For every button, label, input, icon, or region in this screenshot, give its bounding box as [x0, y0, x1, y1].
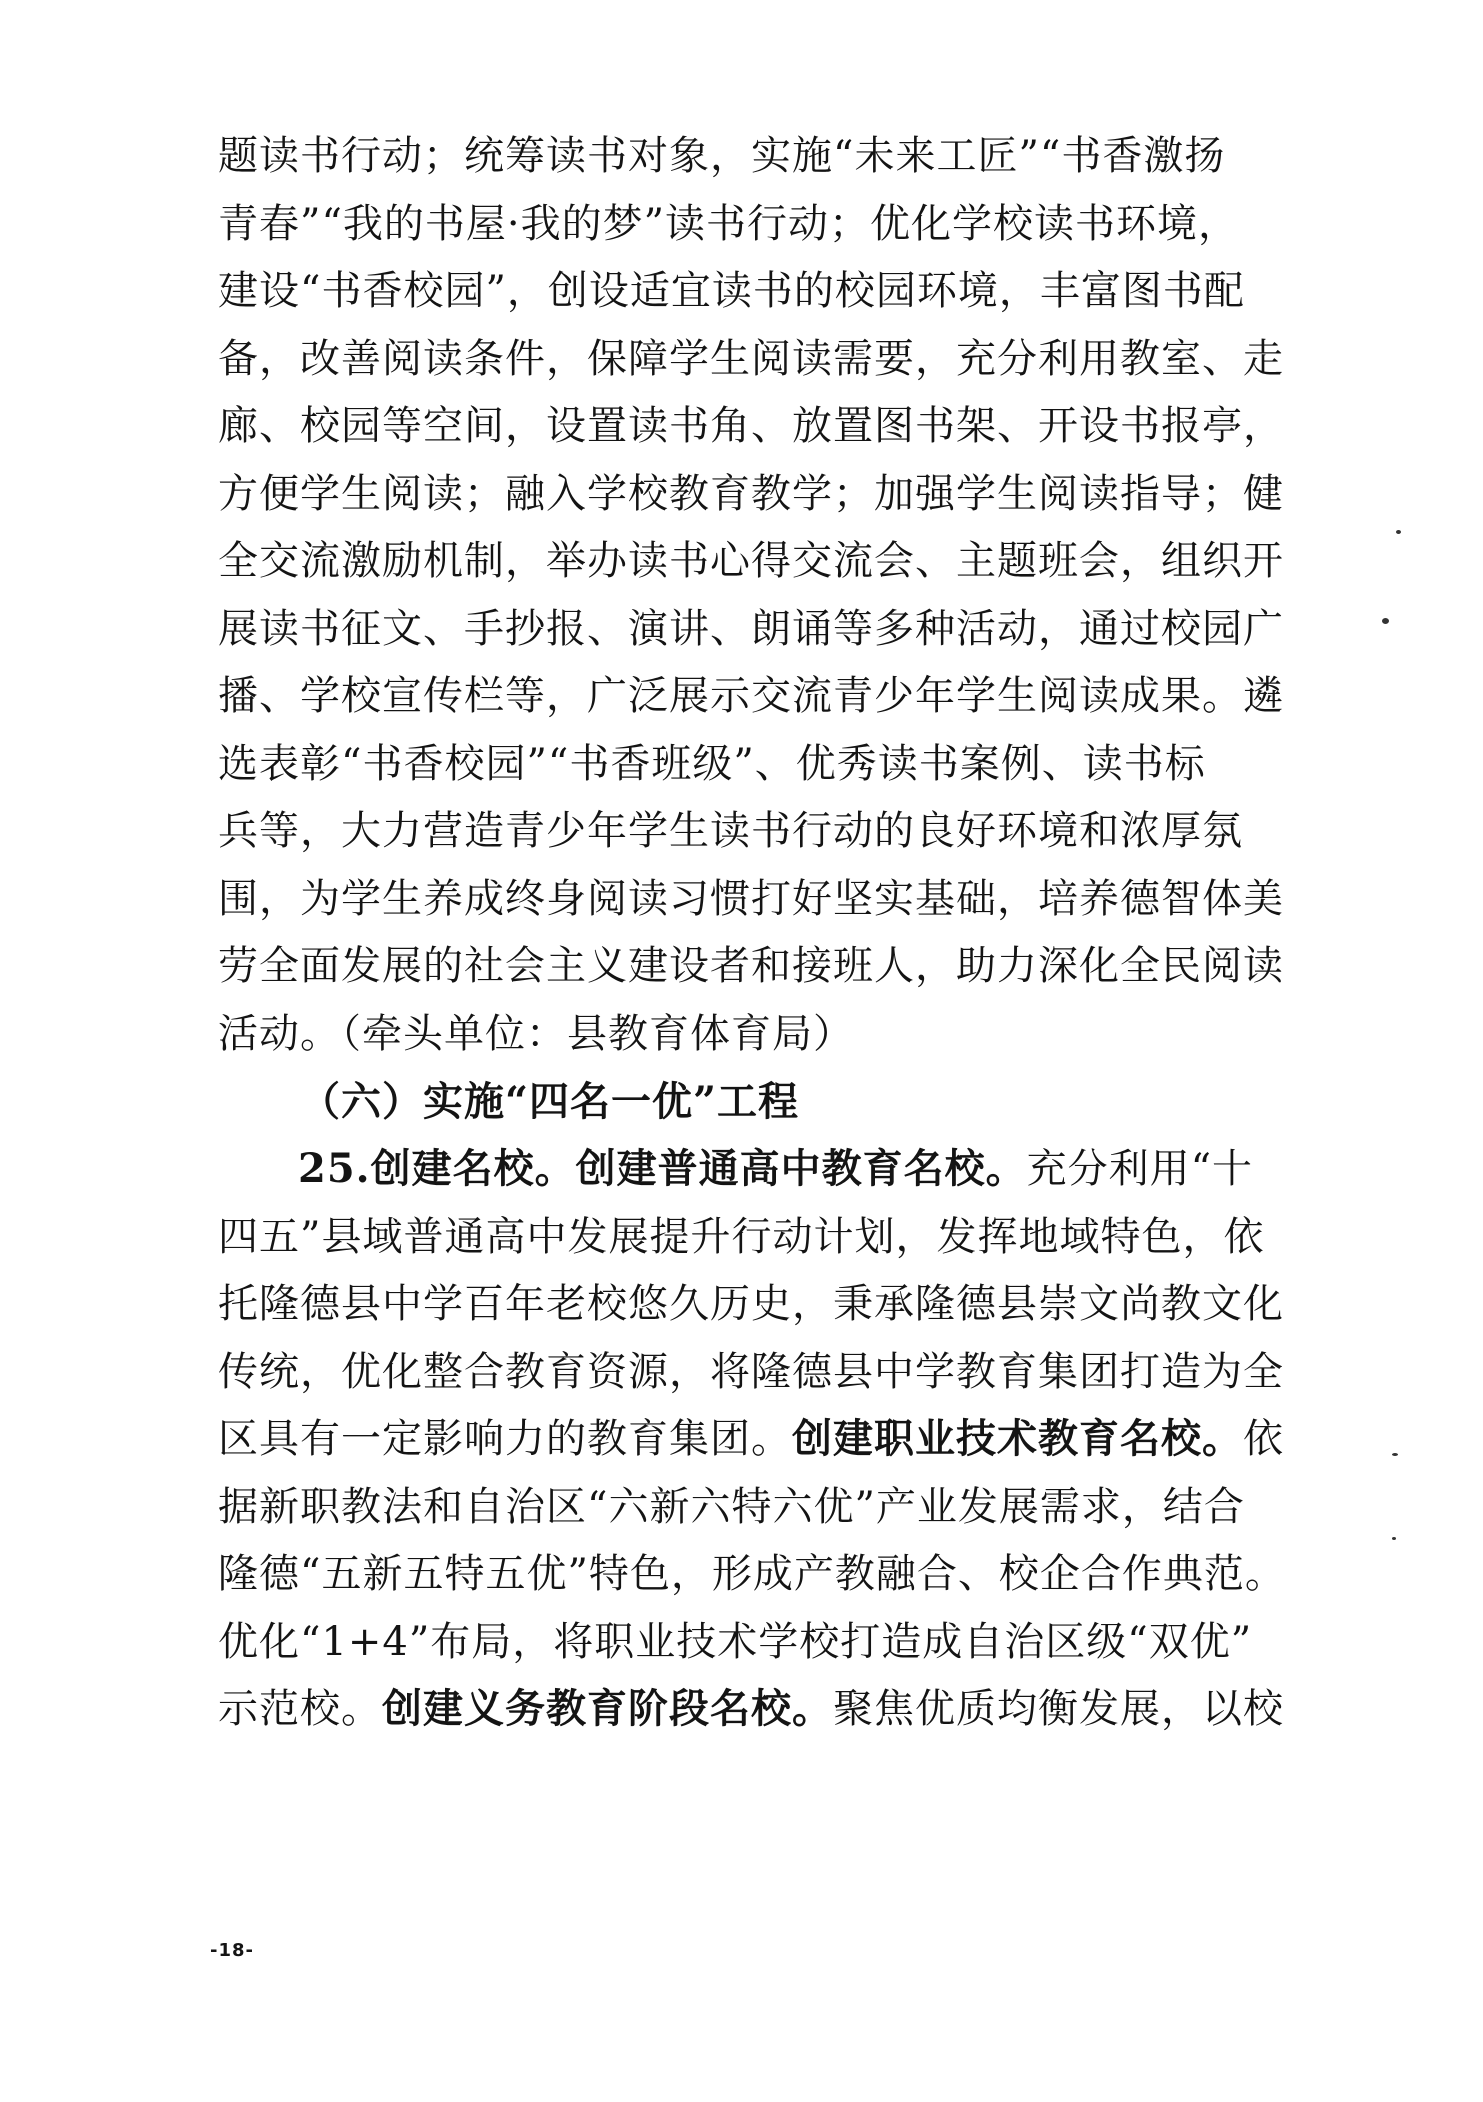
body-line: 方便学生阅读；融入学校教育教学；加强学生阅读指导；健: [218, 471, 1284, 517]
page-number: -18-: [210, 1940, 254, 1961]
item-25-title: 25.创建名校。创建普通高中教育名校。: [298, 1145, 1027, 1192]
body-line: 青春”“我的书屋·我的梦”读书行动；优化学校读书环境，: [218, 201, 1240, 247]
section-heading: （六）实施“四名一优”工程: [300, 1078, 800, 1125]
body-line: 示范校。创建义务教育阶段名校。聚焦优质均衡发展，以校: [218, 1685, 1284, 1732]
body-line: 四五”县域普通高中发展提升行动计划，发挥地域特色，依: [218, 1214, 1265, 1260]
scan-speck: [1392, 1537, 1396, 1540]
body-line: 建设“书香校园”，创设适宜读书的校园环境，丰富图书配: [218, 268, 1245, 314]
body-line: 优化“1+4”布局，将职业技术学校打造成自治区级“双优”: [218, 1619, 1253, 1665]
body-line: 活动。（牵头单位：县教育体育局）: [218, 1011, 854, 1057]
body-line: 全交流激励机制，举办读书心得交流会、主题班会，组织开: [218, 538, 1284, 584]
body-line: 据新职教法和自治区“六新六特六优”产业发展需求，结合: [218, 1484, 1245, 1530]
body-line: 劳全面发展的社会主义建设者和接班人，助力深化全民阅读: [218, 943, 1284, 989]
item-25-line-1: 25.创建名校。创建普通高中教育名校。充分利用“十: [298, 1145, 1254, 1192]
body-line: 备，改善阅读条件，保障学生阅读需要，充分利用教室、走: [218, 336, 1284, 382]
body-line: 选表彰“书香校园”“书香班级”、优秀读书案例、读书标: [218, 741, 1206, 787]
body-line: 播、学校宣传栏等，广泛展示交流青少年学生阅读成果。遴: [218, 673, 1284, 719]
subheading-vocational: 创建职业技术教育名校。: [792, 1415, 1243, 1462]
body-line: 围，为学生养成终身阅读习惯打好坚实基础，培养德智体美: [218, 876, 1284, 922]
body-line: 托隆德县中学百年老校悠久历史，秉承隆德县崇文尚教文化: [218, 1281, 1284, 1327]
scan-speck: [1396, 530, 1401, 534]
body-line: 区具有一定影响力的教育集团。创建职业技术教育名校。依: [218, 1415, 1284, 1462]
subheading-compulsory: 创建义务教育阶段名校。: [382, 1685, 833, 1732]
body-line: 题读书行动；统筹读书对象，实施“未来工匠”“书香激扬: [218, 133, 1226, 179]
body-line: 隆德“五新五特五优”特色，形成产教融合、校企合作典范。: [218, 1551, 1286, 1597]
scan-speck: [1392, 1453, 1398, 1456]
scan-speck: [1382, 618, 1389, 624]
body-line: 展读书征文、手抄报、演讲、朗诵等多种活动，通过校园广: [218, 606, 1284, 652]
body-line: 兵等，大力营造青少年学生读书行动的良好环境和浓厚氛: [218, 808, 1243, 854]
body-line: 廊、校园等空间，设置读书角、放置图书架、开设书报亭，: [218, 403, 1284, 449]
body-line: 传统，优化整合教育资源，将隆德县中学教育集团打造为全: [218, 1349, 1284, 1395]
